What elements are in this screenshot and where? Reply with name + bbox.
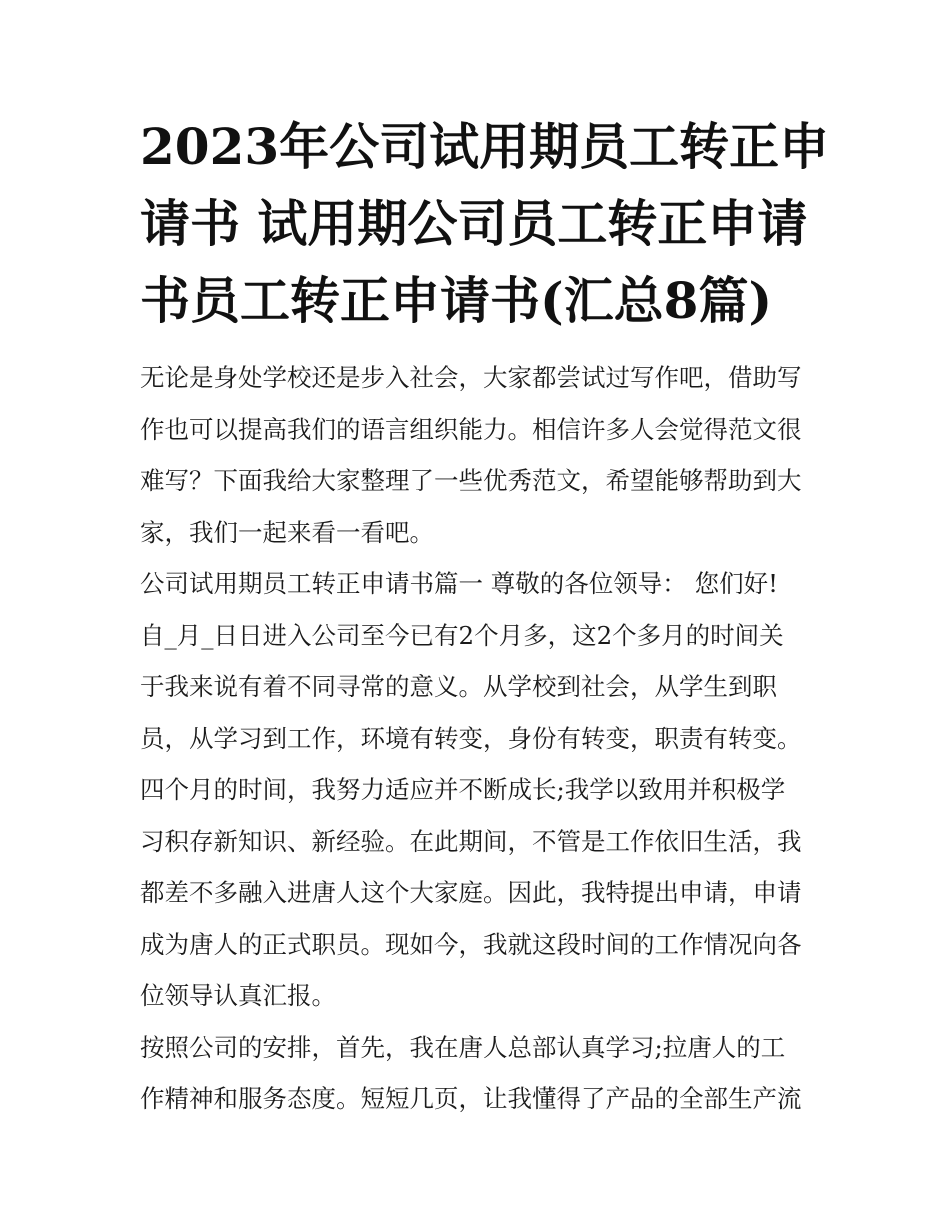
text-line: 自_月_日日进入公司至今已有2个月多，这2个多月的时间关 [140,620,784,650]
text-line: 难写？下面我给大家整理了一些优秀范文，希望能够帮助到大 [140,466,802,495]
title-line: 书员工转正申请书(汇总8篇) [140,271,773,330]
section-heading: 公司试用期员工转正申请书篇一 尊敬的各位领导： 您们好! [140,569,778,598]
body-paragraph-1 [140,610,820,1022]
text-line: 位领导认真汇报。 [140,981,336,1010]
document-title [140,108,830,339]
text-line: 家，我们一起来看一看吧。 [140,517,434,547]
text-line: 按照公司的安排，首先，我在唐人总部认真学习;拉唐人的工 [140,1032,786,1062]
title-line: 请书 试用期公司员工转正申请 [140,194,808,253]
body-paragraph-2 [140,1022,820,1125]
text-line: 都差不多融入进唐人这个大家庭。因此，我特提出申请，申请 [140,878,802,907]
text-line: 员，从学习到工作，环境有转变，身份有转变，职责有转变。 [140,723,802,753]
section-heading-paragraph [140,558,820,610]
text-line: 无论是身处学校还是步入社会，大家都尝试过写作吧，借助写 [140,363,802,392]
intro-paragraph [140,352,820,558]
document-body [140,352,820,1125]
title-line: 2023年公司试用期员工转正申 [140,117,830,176]
text-line: 于我来说有着不同寻常的意义。从学校到社会，从学生到职 [140,672,777,701]
text-line: 作也可以提高我们的语言组织能力。相信许多人会觉得范文很 [140,414,802,444]
text-line: 四个月的时间，我努力适应并不断成长;我学以致用并积极学 [140,775,786,804]
text-line: 成为唐人的正式职员。现如今，我就这段时间的工作情况向各 [140,929,802,959]
text-line: 习积存新知识、新经验。在此期间，不管是工作依旧生活，我 [140,826,802,856]
text-line: 作精神和服务态度。短短几页，让我懂得了产品的全部生产流 [140,1084,802,1113]
